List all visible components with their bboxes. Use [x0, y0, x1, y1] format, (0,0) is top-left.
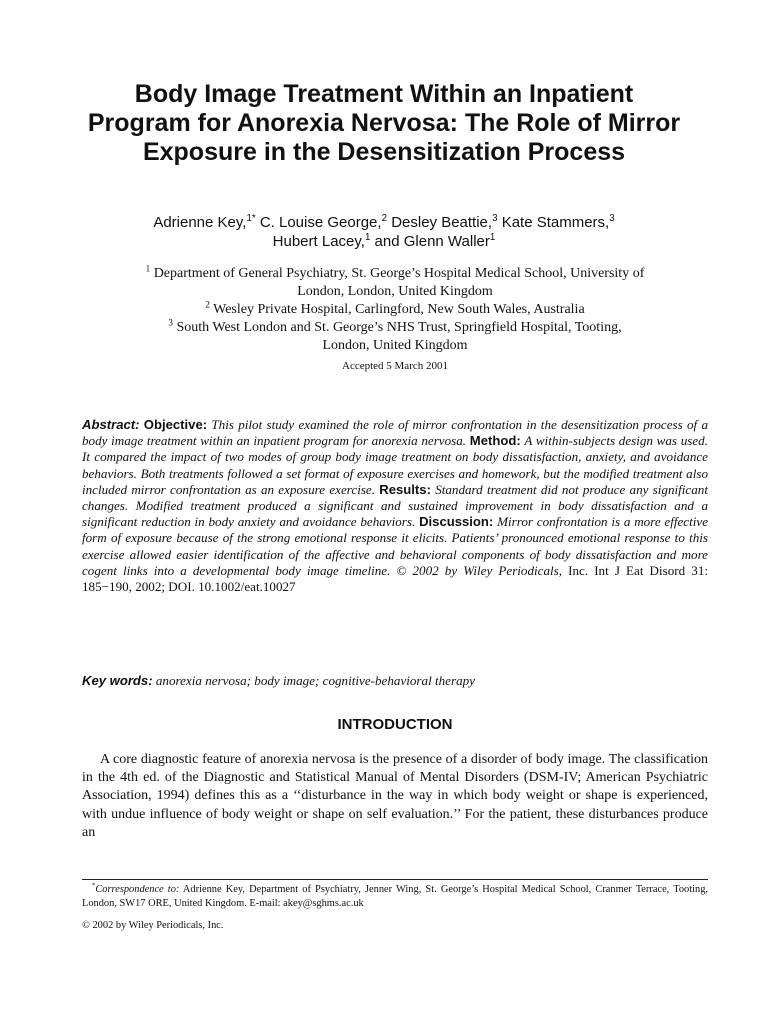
author-name: Desley Beattie,	[391, 214, 493, 231]
author-name: Hubert Lacey,	[272, 233, 365, 250]
section-heading-introduction: INTRODUCTION	[337, 716, 453, 733]
keywords	[82, 673, 708, 689]
author-name: C. Louise George,	[259, 214, 382, 231]
results-label: Results:	[379, 481, 431, 497]
accepted-date: Accepted 5 March 2001	[342, 360, 448, 372]
affiliation-1: $^1$ Department of General Psychiatry, St. George’s Hospital Medical School, University of	[145, 263, 645, 281]
results-text: Standard treatment did not produce any significant changes. Modified treatment produced a significant and sustained improvement in body dissatisfaction and a significant reduction in body anxiety and avoidance behaviors.	[82, 481, 708, 530]
discussion-label: Discussion:	[419, 514, 494, 530]
author-line-2: Hubert Lacey,$^1$ and Glenn Waller$^1$	[272, 232, 496, 250]
affiliation-3: $^3$ South West London and St. George’s NHS Trust, Springfield Hospital, Tooting,	[168, 317, 622, 335]
paper-title: Body Image Treatment Within an Inpatient Program for Anorexia Nervosa: The Role of Mirror Exposure in the Desensitization Process	[87, 80, 681, 166]
footnote-label: Correspondence to:	[95, 884, 180, 895]
author-line-1: Adrienne Key,$^{1*}$ C. Louise George,$^2$ Desley Beattie,$^3$ Kate Stammers,$^3$	[153, 213, 615, 231]
abstract-label: Abstract:	[82, 417, 140, 432]
author-name: Adrienne Key,	[153, 214, 247, 231]
correspondence-footnote: *Correspondence to: Adrienne Key, Department of Psychiatry, Jenner Wing, St. George’s Hospital Medical School, Cranmer Terrace, Tooting, London, SW17 ORE, United Kingdom. E-mail: akey@sghms.ac.uk	[82, 882, 708, 909]
introduction-body	[82, 751, 708, 842]
keywords-text: anorexia nervosa; body image; cognitive-behavioral therapy	[155, 673, 475, 688]
citation: Inc. Int J Eat Disord 31: 185−190, 2002; DOI. 10.1002/eat.10027	[82, 562, 708, 595]
introduction-text: A core diagnostic feature of anorexia nervosa is the presence of a disorder of body image. The classification in the 4th ed. of the Diagnostic and Statistical Manual of Mental Disorders (DSM-IV; American Psychiatric Association, 1994) defines this as a ‘‘disturbance in the way in which body weight or shape is experienced, with undue influence of body weight or shape on self evaluation.’’ For the patient, these disturbances produce an	[82, 752, 708, 840]
method-label: Method:	[469, 433, 521, 449]
copyright-notice: © 2002 by Wiley Periodicals, Inc.	[82, 920, 224, 931]
objective-text: This pilot study examined the role of mirror confrontation in the desensitization process of a body image treatment within an inpatient program for anorexia nervosa.	[82, 417, 709, 449]
author-name: Kate Stammers,	[501, 214, 610, 231]
affiliations: $^1$ Department of General Psychiatry, St. George’s Hospital Medical School, University of London, London, United Kingdom $^2$ Wesley Private Hospital, Carlingford, New South Wales, Australia $^3$ South West London and St. George’s NHS Trust, Springfield Hospital, Tooting, London, United Kingdom	[82, 265, 708, 355]
author-name: and Glenn Waller	[374, 233, 490, 250]
author-list	[80, 213, 688, 251]
keywords-label: Key words:	[82, 673, 153, 688]
objective-label: Objective:	[143, 417, 208, 432]
footnote-text: Adrienne Key, Department of Psychiatry, Jenner Wing, St. George’s Hospital Medical School, Cranmer Terrace, Tooting, London, SW17 ORE, United Kingdom. E-mail: akey@sghms.ac.uk	[82, 884, 708, 909]
abstract	[82, 417, 708, 595]
discussion-text: Mirror confrontation is a more effective form of exposure because of the strong emotional response it elicits. Patients’ pronounced emotional response to this exercise allowed easier identification of the affective and behavioral components of body dissatisfaction and more cogent links into a developmental body image timeline. © 2002 by Wiley Periodicals,	[82, 514, 709, 578]
affiliation-2: $^2$ Wesley Private Hospital, Carlingford, New South Wales, Australia	[205, 299, 585, 317]
method-text: A within-subjects design was used. It compared the impact of two modes of group body image treatment on body dissatisfaction, anxiety, and avoidance behaviors. Both treatments followed a set format of exposure exercises and homework, but the modified treatment also included mirror confrontation as an exposure exercise.	[82, 433, 708, 497]
footnote-divider	[82, 879, 708, 880]
